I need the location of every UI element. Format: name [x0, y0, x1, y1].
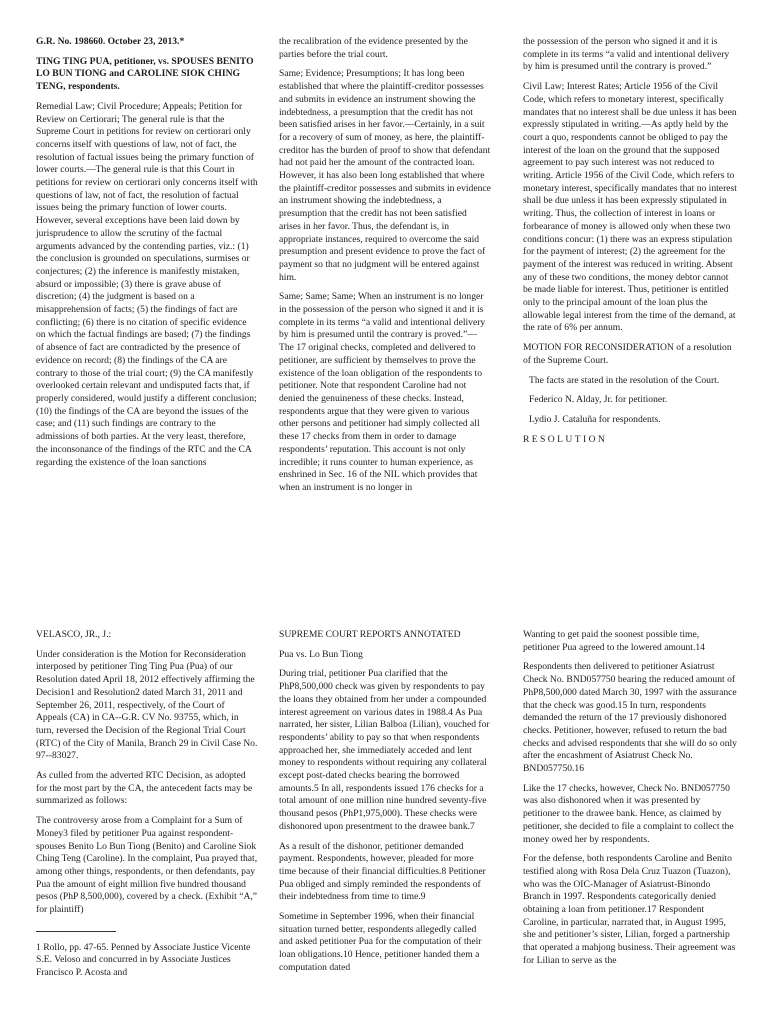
footnote: 1 Rollo, pp. 47-65. Penned by Associate Justice Vicente S.E. Veloso and concurred in by Associate Justices Francisco P. Acosta and: [36, 941, 251, 979]
resolution-heading: RESOLUTION: [523, 433, 608, 445]
body-paragraph: As a result of the dishonor, petitioner demanded payment. Respondents, however, pleaded for more time because of their financial difficulties.8 Petitioner Pua obliged and simply reminded the respondents of their indebtedness from time to time.9: [279, 840, 486, 903]
syllabus-paragraph: Remedial Law; Civil Procedure; Appeals; Petition for Review on Certiorari; The general rule is that the Supreme Court in petitions for review on certiorari only concerns itself with questions of law, not of fact, the resolution of factual issues being the primary function of lower courts.—The general rule is that this Court in petitions for review on certiorari only concerns itself with questions of law, not of fact, the resolution of factual issues being the primary function of lower courts. However, several exceptions have been laid down by jurisprudence to allow the scrutiny of the factual arguments advanced by the contending parties, viz.: (1) the conclusion is grounded on speculations, surmises or conjectures; (2) the inference is manifestly mistaken, absurd or impossible; (3) there is grave abuse of discretion; (4) the judgment is based on a misapprehension of facts; (5) the findings of fact are conflicting; (6) there is no citation of specific evidence on which the factual findings are based; (7) the findings of absence of fact are contradicted by the presence of evidence on record; (8) the findings of the CA are contrary to those of the trial court; (9) the CA manifestly overlooked certain relevant and undisputed facts that, if properly considered, would justify a different conclusion; (10) the findings of the CA are beyond the issues of the case; and (11) such findings are contrary to the admissions of both parties. At the very least, therefore, the inconsonance of the findings of the RTC and the CA regarding the existence of the loan sanctions: [36, 100, 258, 468]
case-caption: Pua vs. Lo Bun Tiong: [279, 648, 363, 660]
ponente-line: VELASCO, JR., J.:: [36, 629, 112, 640]
bottom-column-2: [279, 629, 491, 982]
top-column-1: [36, 36, 258, 476]
bottom-column-3: [523, 629, 738, 975]
body-paragraph: The controversy arose from a Complaint for a Sum of Money3 filed by petitioner Pua against respondent-spouses Benito Lo Bun Tiong (Benito) and Caroline Siok Ching Teng (Caroline). In the complaint, Pua prayed that, among other things, respondents, or then defendants, pay Pua the amount of eight million five hundred thousand pesos (PhP 8,500,000), covered by a check. (Exhibit “A,” for plaintiff): [36, 815, 258, 916]
counsel-respondents: Lydio J. Cataluña for respondents.: [529, 413, 661, 425]
syllabus-paragraph: Same; Evidence; Presumptions; It has long been established that where the plaintiff-creditor possesses and submits in evidence an instrument showing the indebtedness, a presumption that the credit has not been satisfied arises in her favor.—Certainly, in a suit for a recovery of sum of money, as here, the plaintiff-creditor has the burden of proof to show that defendant had not paid her the amount of the contracted loan. However, it has also been long established that where the plaintiff-creditor possesses and submits in evidence an instrument showing the indebtedness, a presumption that the credit has not been satisfied arises in her favor. Thus, the defendant is, in appropriate instances, required to overcome the said presumption and present evidence to prove the fact of payment so that no judgment will be entered against him.: [279, 68, 491, 283]
body-paragraph: For the defense, both respondents Caroline and Benito testified along with Rosa Dela Cruz Tuazon (Tuazon), who was the OIC-Manager of Asiatrust-Binondo Branch in 1997. Respondents categorically denied obtaining a loan from petitioner.17 Respondent Caroline, in particular, narrated that, in August 1995, she and petitioner’s sister, Lilian, forged a partnership that operated a mahjong business. Their agreement was for Lilian to serve as the: [523, 853, 736, 966]
case-title: G.R. No. 198660. October 23, 2013.*: [36, 36, 185, 47]
top-column-3: [523, 36, 738, 453]
body-paragraph: During trial, petitioner Pua clarified that the PhP8,500,000 check was given by respondents to pay the loans they obtained from her under a compounded interest agreement on various dates in 1988.4 As Pua narrated, her sister, Lilian Balboa (Lilian), vouched for respondents’ ability to pay so that when respondents approached her, she immediately acceded and lent money to respondents without requiring any collateral except post-dated checks bearing the borrowed amounts.5 In all, respondents issued 176 checks for a total amount of one million nine hundred seventy-five thousand pesos (PhP1,975,000). These checks were dishonored upon presentment to the drawee bank.7: [279, 668, 490, 832]
motion-heading: MOTION FOR RECONSIDERATION of a resolution of the Supreme Court.: [523, 342, 732, 366]
running-header: SUPREME COURT REPORTS ANNOTATED: [279, 629, 461, 640]
body-paragraph: Wanting to get paid the soonest possible time, petitioner Pua agreed to the lowered amount.14: [523, 629, 705, 653]
syllabus-paragraph: the possession of the person who signed it and it is complete in its terms “a valid and intentional delivery by him is presumed until the contrary is proved.”: [523, 36, 730, 73]
body-paragraph: Sometime in September 1996, when their financial situation turned better, respondents allegedly called and asked petitioner Pua for the computation of their loan obligations.10 Hence, petitioner handed them a computation dated: [279, 911, 482, 973]
footnote-divider: [36, 931, 116, 932]
case-parties: TING TING PUA, petitioner, vs. SPOUSES BENITO LO BUN TIONG and CAROLINE SIOK CHING TENG, respondents.: [36, 55, 254, 93]
body-paragraph: Like the 17 checks, however, Check No. BND057750 was also dishonored when it was presented by petitioner to the drawee bank. Hence, as claimed by petitioner, she decided to file a complaint to collect the money owed her by respondents.: [523, 782, 734, 845]
bottom-column-1: [36, 629, 258, 987]
counsel-petitioner: Federico N. Alday, Jr. for petitioner.: [529, 394, 668, 406]
syllabus-paragraph: Same; Same; Same; When an instrument is no longer in the possession of the person who signed it and it is complete in its terms “a valid and intentional delivery by him is presumed until the contrary is proved.”—The 17 original checks, completed and delivered to petitioner, are sufficient by themselves to prove the existence of the loan obligation of the respondents to petitioner. Note that respondent Caroline had not denied the genuineness of these checks. Instead, respondents argue that they were given to various other persons and petitioner had simply collected all these 17 checks from them in order to damage respondents’ reputation. This account is not only incredible; it runs counter to human experience, as enshrined in Sec. 16 of the NIL which provides that when an instrument is no longer in: [279, 291, 486, 493]
body-paragraph: Under consideration is the Motion for Reconsideration interposed by petitioner Ting Ting Pua (Pua) of our Resolution dated April 18, 2012 effectively affirming the Decision1 and Resolution2 dated March 31, 2011 and September 26, 2011, respectively, of the Court of Appeals (CA) in CA--G.R. CV No. 93755, which, in turn, reversed the Decision of the Regional Trial Court (RTC) of the City of Manila, Branch 29 in Civil Case No. 97--83027.: [36, 648, 258, 762]
facts-statement: The facts are stated in the resolution of the Court.: [529, 374, 720, 386]
syllabus-paragraph: Civil Law; Interest Rates; Article 1956 of the Civil Code, which refers to monetary interest, specifically mandates that no interest shall be due unless it has been expressly stipulated in writing.—As aptly held by the court a quo, respondents cannot be obliged to pay the interest of the loan on the ground that the supposed agreement to pay such interest was not reduced to writing. Article 1956 of the Civil Code, which refers to monetary interest, specifically mandates that no interest shall be due unless it has been expressly stipulated in writing. Thus, the collection of interest in loans or forbearance of money is allowed only when these two conditions concur: (1) there was an express stipulation for the payment of interest; (2) the agreement for the payment of the interest was reduced in writing. Absent any of these two conditions, the money debtor cannot be made liable for interest. Thus, petitioner is entitled only to the principal amount of the loan plus the allowable legal interest from the time of the demand, at the rate of 6% per annum.: [523, 81, 737, 334]
syllabus-paragraph: the recalibration of the evidence presented by the parties before the trial court.: [279, 36, 468, 60]
body-paragraph: Respondents then delivered to petitioner Asiatrust Check No. BND057750 bearing the reduced amount of PhP8,500,000 dated March 30, 1997 with the assurance that the check was good.15 In turn, respondents demanded the return of the 17 previously dishonored checks. Petitioner, however, refused to return the bad checks and advised respondents that she will do so only after the encashment of Asiatrust Check No. BND057750.16: [523, 661, 737, 775]
body-paragraph: As culled from the adverted RTC Decision, as adopted for the most part by the CA, the antecedent facts may be summarized as follows:: [36, 770, 253, 807]
top-column-2: [279, 36, 491, 502]
